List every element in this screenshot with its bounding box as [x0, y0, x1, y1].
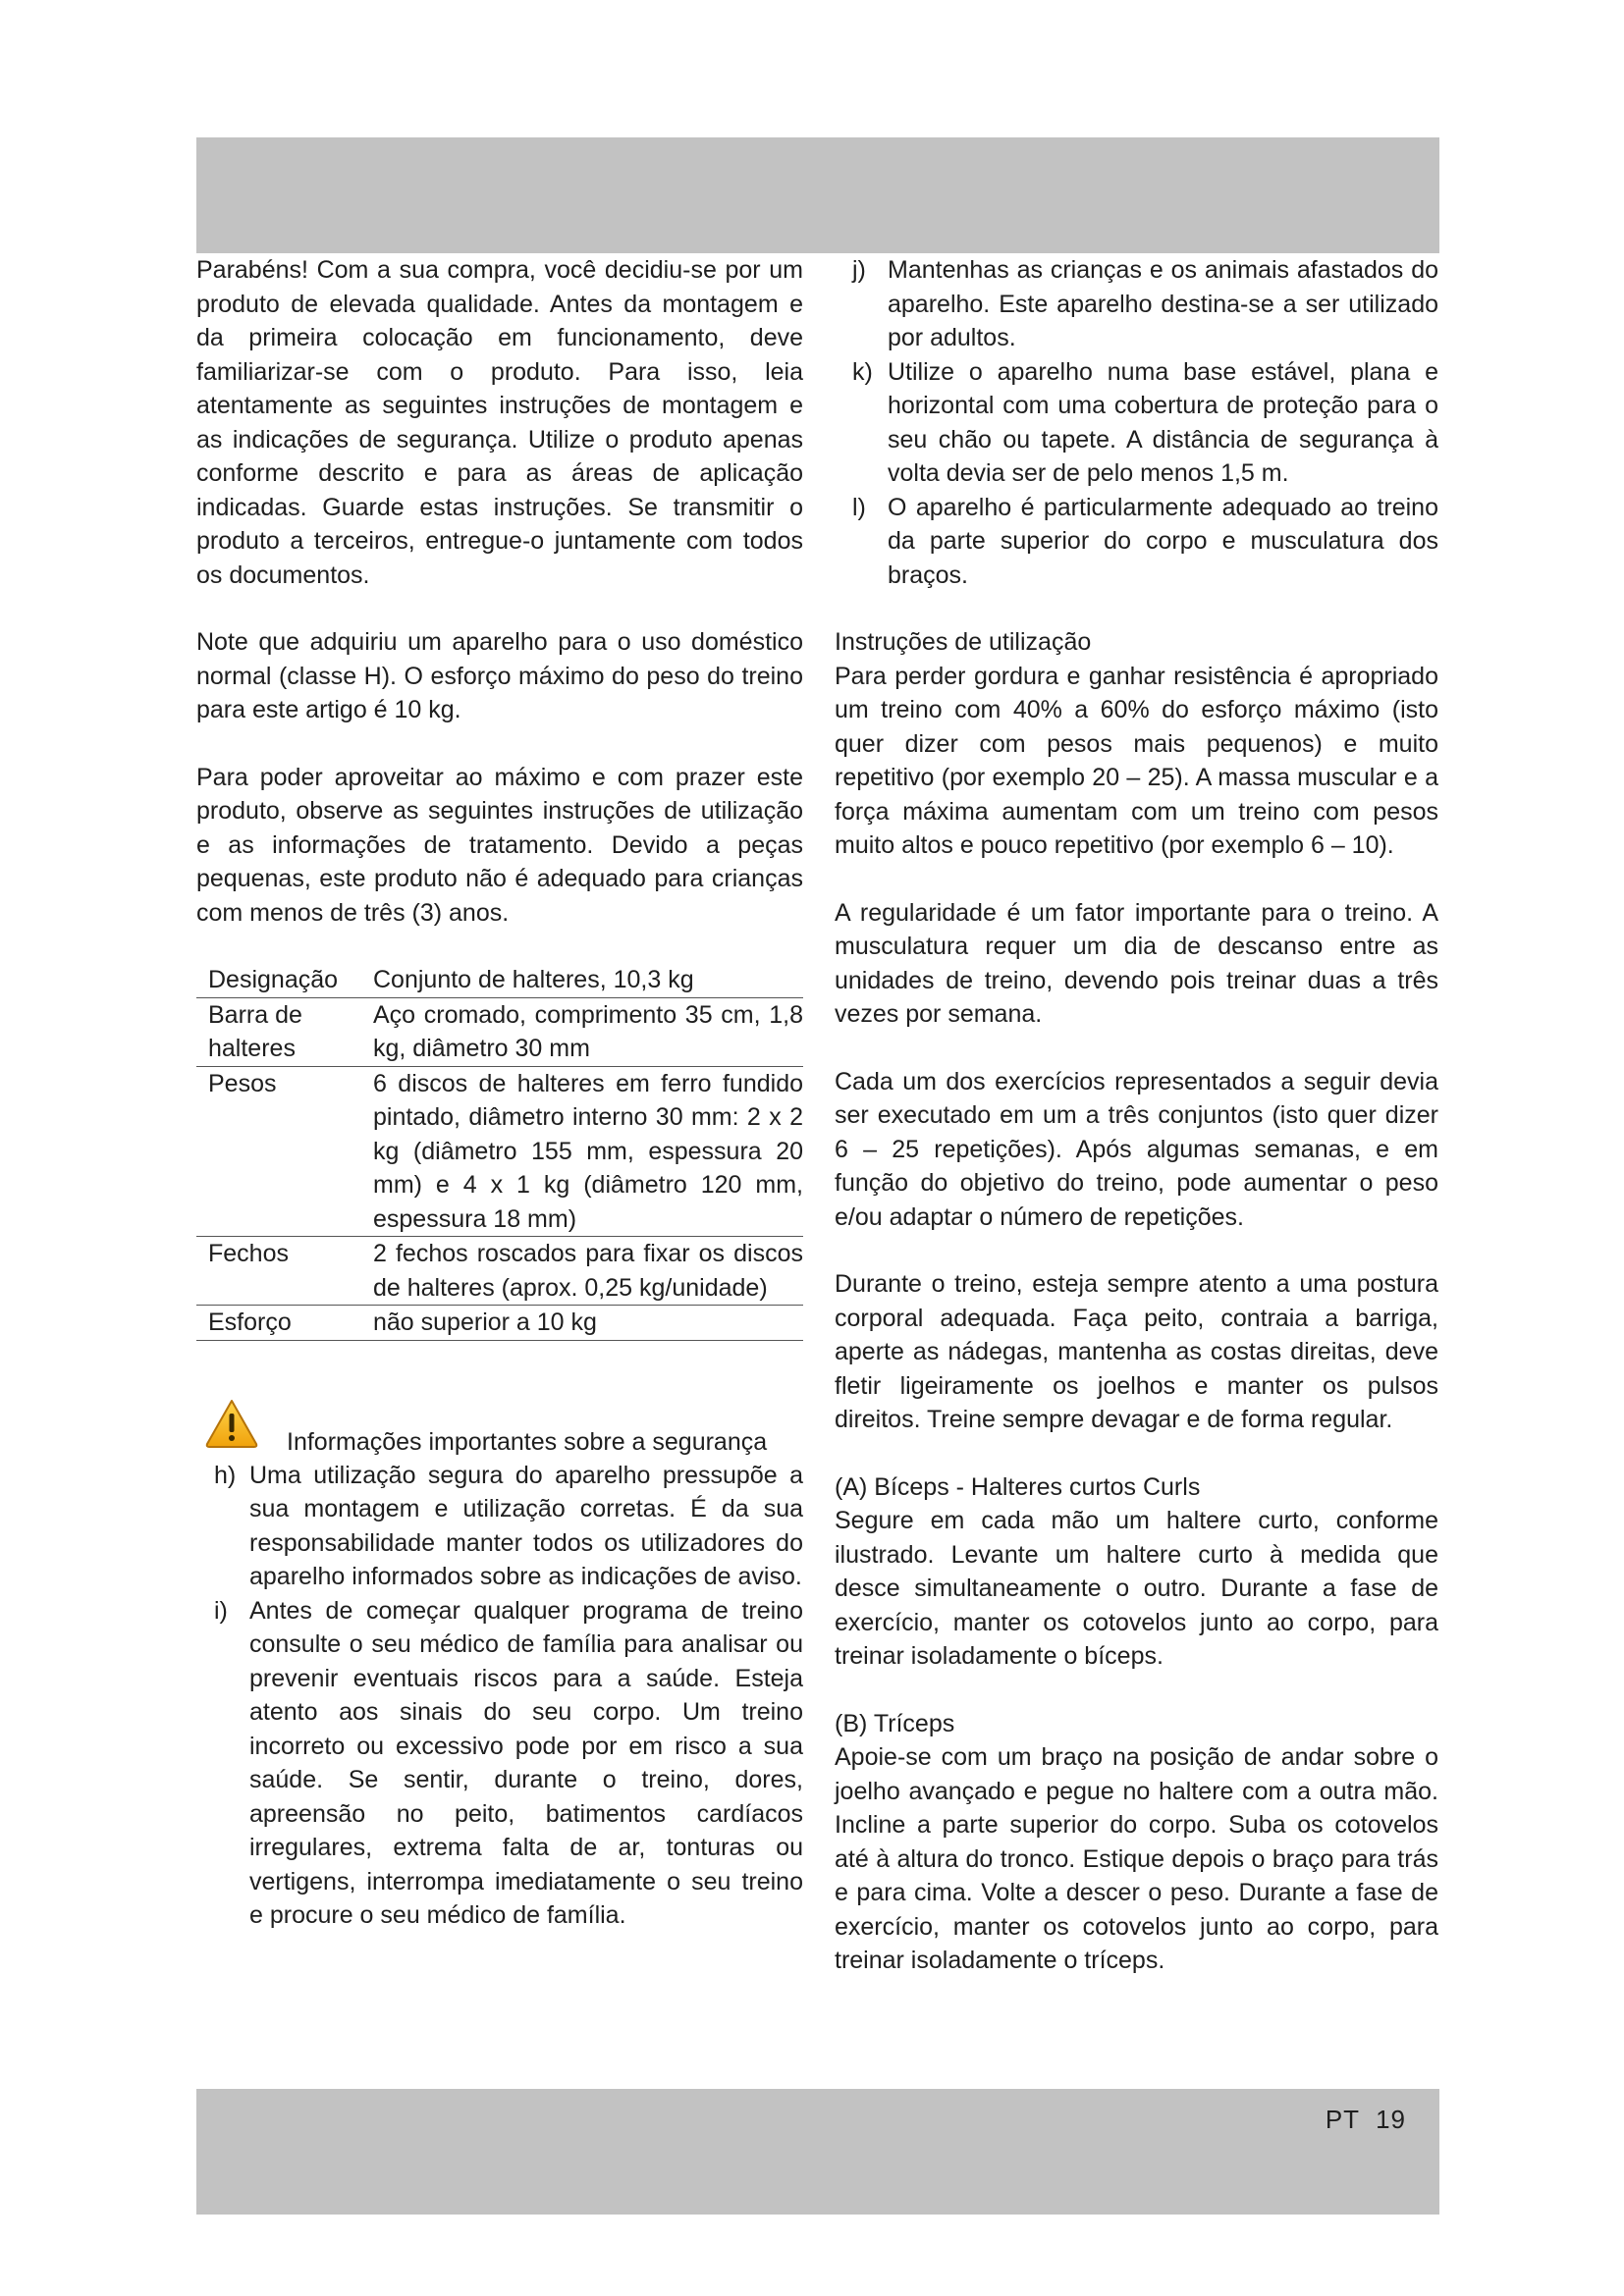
list-item: [835, 491, 1438, 593]
item-text: O aparelho é particularmente adequado ao treino da parte superior do corpo e musculatura dos braços.: [888, 493, 1438, 589]
safety-list-right: [835, 253, 1438, 592]
right-column: [835, 253, 1438, 1978]
instructions-paragraph-4: Durante o treino, esteja sempre atento a uma postura corporal adequada. Faça peito, contraia a barriga, aperte as nádegas, mantenha as costas direitas, deve fletir ligeiramente os joelhos e manter os pulsos direitos. Treine sempre devagar e de forma regular.: [835, 1270, 1438, 1433]
safety-heading: [196, 1425, 803, 1459]
left-column: [196, 253, 803, 1933]
spec-key: Fechos: [208, 1240, 289, 1267]
item-label: i): [214, 1596, 228, 1625]
spec-key: Pesos: [208, 1069, 277, 1097]
item-label: h): [214, 1461, 237, 1489]
safety-title: Informações importantes sobre a segurança: [287, 1427, 768, 1456]
item-text: Uma utilização segura do aparelho pressupõe a sua montagem e utilização corretas. É da sua responsabilidade manter todos os utilizadores do aparelho informados sobre as indicações de aviso.: [249, 1461, 803, 1590]
language-code: PT: [1325, 2105, 1361, 2134]
spec-key: Barra de halteres: [208, 1000, 302, 1062]
item-text: Utilize o aparelho numa base estável, plana e horizontal com uma cobertura de proteção para o seu chão ou tapete. A distância de segurança à volta devia ser de pelo menos 1,5 m.: [888, 357, 1438, 487]
spec-value: Aço cromado, comprimento 35 cm, 1,8 kg, diâmetro 30 mm: [373, 1000, 803, 1062]
spec-value: Conjunto de halteres, 10,3 kg: [373, 966, 694, 993]
usage-paragraph: Para poder aproveitar ao máximo e com prazer este produto, observe as seguintes instruções de utilização e as informações de tratamento. Devido a peças pequenas, este produto não é adequado para crianças com menos de três (3) anos.: [196, 763, 803, 927]
spec-key: Designação: [208, 966, 339, 993]
item-label: j): [852, 256, 866, 284]
exercise-b-title: (B) Tríceps: [835, 1709, 955, 1737]
spec-key: Esforço: [208, 1308, 292, 1336]
safety-list-left: [196, 1459, 803, 1933]
class-note-paragraph: Note que adquiriu um aparelho para o uso doméstico normal (classe H). O esforço máximo do peso do treino para este artigo é 10 kg.: [196, 628, 803, 723]
header-band: [196, 137, 1439, 253]
item-text: Antes de começar qualquer programa de treino consulte o seu médico de família para analisar ou prevenir eventuais riscos para a saúde. Esteja atento aos sinais do seu corpo. Um treino incorreto ou excessivo pode por em risco a sua saúde. Se sentir, durante o treino, dores, apreensão no peito, batimentos cardíacos irregulares, extrema falta de ar, tonturas ou vertigens, interrompa imediatamente o seu treino e procure o seu médico de família.: [249, 1596, 803, 1929]
list-item: [835, 355, 1438, 491]
spec-row: [196, 963, 803, 997]
spec-value: 6 discos de halteres em ferro fundido pintado, diâmetro interno 30 mm: 2 x 2 kg (diâmetro 155 mm, espessura 20 mm) e 4 x 1 kg (diâmetro 120 mm, espessura 18 mm): [373, 1069, 803, 1233]
item-label: k): [852, 357, 873, 386]
instructions-paragraph-3: Cada um dos exercícios representados a seguir devia ser executado em um a três conjuntos (isto quer dizer 6 – 25 repetições). Após algumas semanas, e em função do objetivo do treino, pode aumentar o peso e/ou adaptar o número de repetições.: [835, 1067, 1438, 1231]
list-item: [835, 253, 1438, 355]
footer-band: [196, 2089, 1439, 2215]
spec-row: [196, 1306, 803, 1341]
instructions-paragraph-2: A regularidade é um fator importante para o treino. A musculatura requer um dia de descanso entre as unidades de treino, devendo pois treinar duas a três vezes por semana.: [835, 898, 1438, 1028]
exercise-a-title: (A) Bíceps - Halteres curtos Curls: [835, 1472, 1201, 1501]
spec-row: [196, 1237, 803, 1306]
page-number: [1326, 2105, 1406, 2135]
spec-value: não superior a 10 kg: [373, 1308, 597, 1336]
item-text: Mantenhas as crianças e os animais afastados do aparelho. Este aparelho destina-se a ser utilizado por adultos.: [888, 256, 1438, 351]
item-label: l): [852, 493, 866, 521]
spec-value: 2 fechos roscados para fixar os discos de halteres (aprox. 0,25 kg/unidade): [373, 1240, 803, 1302]
instructions-paragraph-1: Para perder gordura e ganhar resistência é apropriado um treino com 40% a 60% do esforço máximo (isto quer dizer com pesos mais pequenos) e muito repetitivo (por exemplo 20 – 25). A massa muscular e a força máxima aumentam com um treino com pesos muito altos e pouco repetitivo (por exemplo 6 – 10).: [835, 662, 1438, 859]
spec-table: [196, 963, 803, 1341]
spec-row: [196, 997, 803, 1066]
instructions-title: Instruções de utilização: [835, 628, 1092, 656]
warning-icon: [204, 1398, 259, 1449]
exercise-b-text: Apoie-se com um braço na posição de andar sobre o joelho avançado e pegue no haltere com a outra mão. Incline a parte superior do corpo. Suba os cotovelos até à altura do tronco. Estique depois o braço para trás e para cima. Volte a descer o peso. Durante a fase de exercício, manter os cotovelos junto ao corpo, para treinar isoladamente o tríceps.: [835, 1743, 1438, 1974]
list-item: [196, 1594, 803, 1933]
intro-paragraph: Parabéns! Com a sua compra, você decidiu-se por um produto de elevada qualidade. Antes da montagem e da primeira colocação em funcionamento, deve familiarizar-se com o produto. Para isso, leia atentamente as seguintes instruções de montagem e as indicações de segurança. Utilize o produto apenas conforme descrito e para as áreas de aplicação indicadas. Guarde estas instruções. Se transmitir o produto a terceiros, entregue-o juntamente com todos os documentos.: [196, 256, 803, 589]
exercise-a-text: Segure em cada mão um haltere curto, conforme ilustrado. Levante um haltere curto à medida que desce simultaneamente o outro. Durante a fase de exercício, manter os cotovelos junto ao corpo, para treinar isoladamente o bíceps.: [835, 1507, 1438, 1670]
list-item: [196, 1459, 803, 1594]
page-number-value: 19: [1376, 2105, 1406, 2134]
spec-row: [196, 1066, 803, 1237]
